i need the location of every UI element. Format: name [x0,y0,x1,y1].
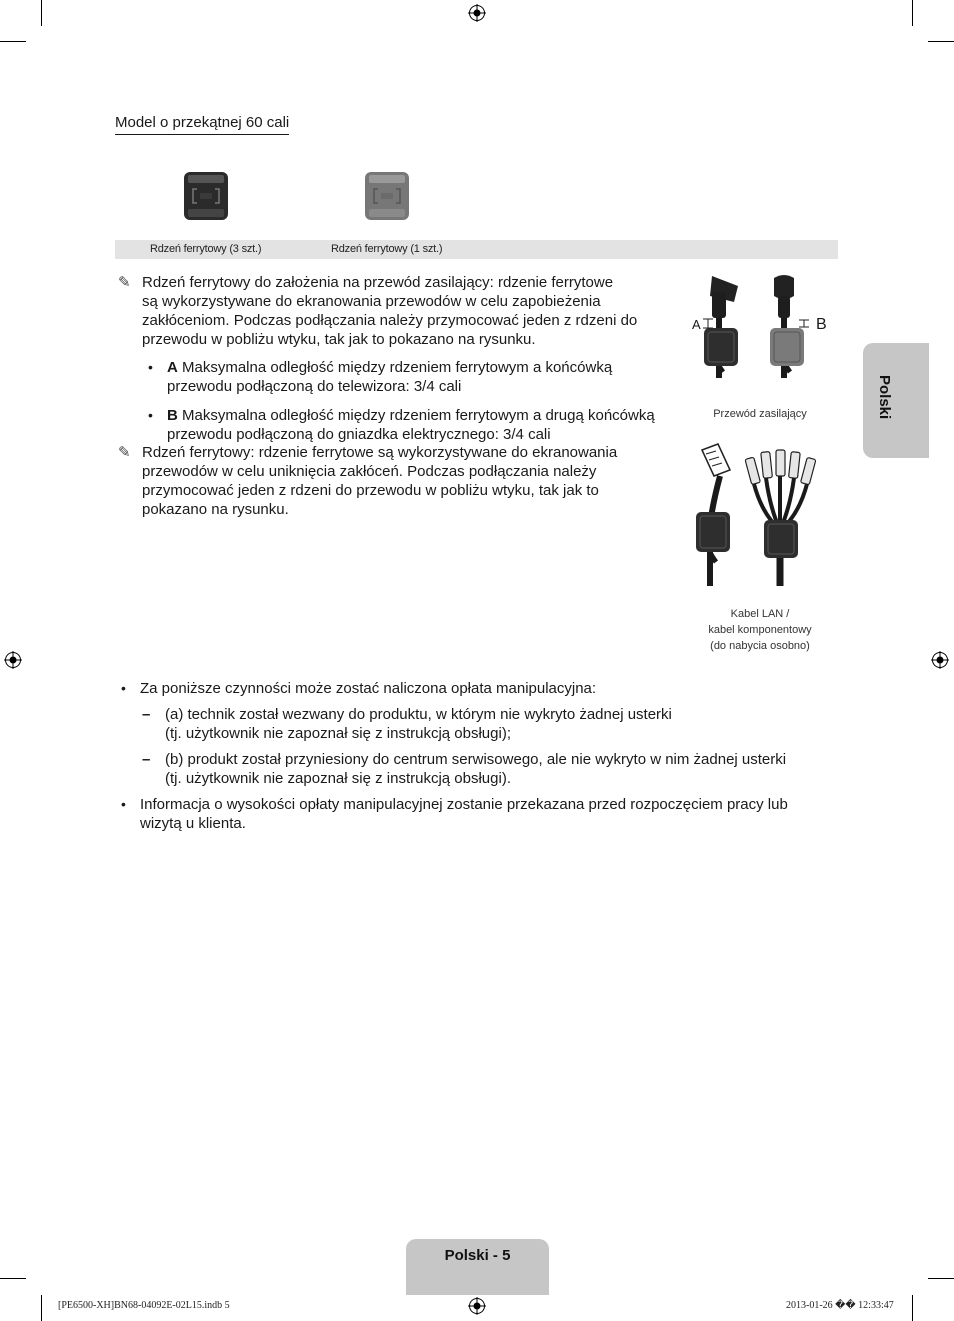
ferrite-core-dark-icon [183,171,229,221]
note-ferrite-lan: Rdzeń ferrytowy: rdzenie ferrytowe są wykorzystywane do ekranowania przewodów w celu uniknięcia zakłóceń. Podczas podłączania należy przymocować jeden z rdzeni do przewodu w pobliżu wtyku, tak jak to pokazano na rysunku. [142,444,618,518]
lan-cable-caption: Kabel LAN / kabel komponentowy (do nabycia osobno) [708,608,812,652]
pencil-note-icon: ✎ [118,444,131,461]
fees-info: Informacja o wysokości opłaty manipulacyjnej zostanie przekazana przed rozpoczęciem pracy lub wizytą u klienta. [140,796,788,832]
label-b: B [816,316,827,333]
registration-mark-icon [468,4,486,22]
lan-component-cable-illustration [690,440,830,590]
crop-mark [928,41,954,42]
caption-ferrite-1: Rdzeń ferrytowy (1 szt.) [331,243,443,255]
page-number-tab: Polski - 5 [406,1239,549,1295]
fees-item-b: (b) produkt został przyniesiony do centrum serwisowego, ale nie wykryto w nim żadnej usterki (tj. użytkownik nie zapoznał się z instrukcją obsługi). [165,751,787,787]
crop-mark [41,0,42,26]
power-cord-caption: Przewód zasilający [713,408,807,420]
caption-ferrite-3: Rdzeń ferrytowy (3 szt.) [150,243,262,255]
bullet-dot: • [121,796,126,812]
footer-timestamp: 2013-01-26 �� 12:33:47 [786,1300,894,1311]
pencil-note-icon: ✎ [118,274,131,291]
accessory-caption-bar [115,240,838,259]
footer-file-info: [PE6500-XH]BN68-04092E-02L15.indb 5 [58,1300,230,1311]
dash-marker: – [142,751,151,768]
bullet-dot: • [148,359,153,375]
section-title: Model o przekątnej 60 cali [115,114,289,135]
crop-mark [0,41,26,42]
crop-mark [41,1295,42,1321]
dash-marker: – [142,706,151,723]
fees-item-a: (a) technik został wezwany do produktu, w którym nie wykryto żadnej usterki (tj. użytkownik nie zapoznał się z instrukcją obsługi); [165,706,672,742]
label-a: A [692,317,701,332]
power-cord-illustration [686,272,836,387]
bullet-b-text: B Maksymalna odległość między rdzeniem ferrytowym a drugą końcówką przewodu podłączoną do gniazdka elektrycznego: 3/4 cali [167,407,655,443]
language-side-tab: Polski [863,343,929,458]
note-ferrite-power: Rdzeń ferrytowy do założenia na przewód zasilający: rdzenie ferrytowe są wykorzystywane do ekranowania przewodów w celu zapobieżenia zakłóceniom. Podczas podłączania należy przymocować jeden z rdzeni do przewodu w pobliżu wtyku, tak jak to pokazano na rysunku. [142,274,638,348]
registration-mark-icon [4,651,22,669]
crop-mark [928,1278,954,1279]
crop-mark [912,1295,913,1321]
bullet-dot: • [148,407,153,423]
crop-mark [0,1278,26,1279]
ferrite-core-gray-icon [364,171,410,221]
bullet-a-text: A Maksymalna odległość między rdzeniem ferrytowym a końcówką przewodu podłączoną do telewizora: 3/4 cali [167,359,613,395]
fees-intro: Za poniższe czynności może zostać naliczona opłata manipulacyjna: [140,680,597,697]
registration-mark-icon [931,651,949,669]
crop-mark [912,0,913,26]
bullet-dot: • [121,680,126,696]
registration-mark-icon [468,1297,486,1315]
